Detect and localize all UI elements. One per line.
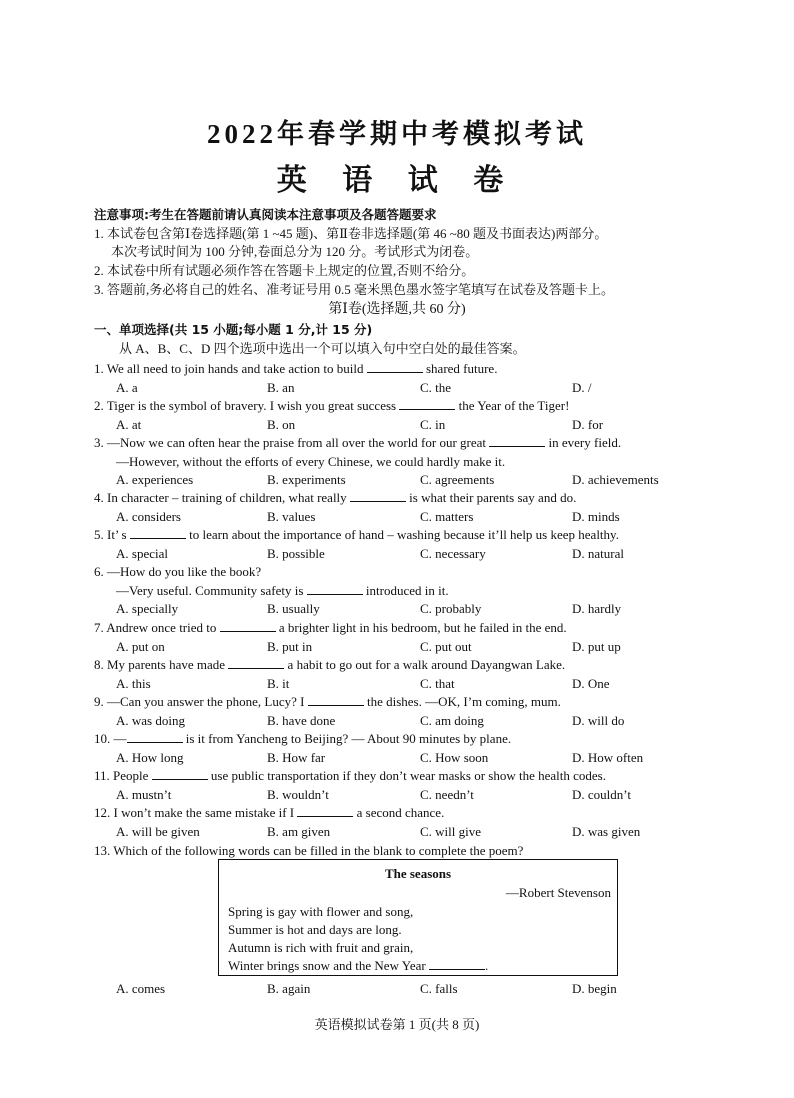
- q11-stem-b: use public transportation if they don’t wear masks or show the health codes.: [207, 768, 606, 783]
- poem-title: The seasons: [384, 866, 452, 881]
- poem-line-4: [228, 958, 488, 974]
- q13-option-a: A. comes: [116, 981, 166, 996]
- q8-stem-a: 8. My parents have made: [94, 657, 229, 672]
- q8-option-c: C. that: [420, 676, 455, 691]
- question-stem-3: [94, 435, 621, 450]
- q5-option-a: A. special: [116, 546, 168, 561]
- q4-option-a: A. considers: [116, 509, 181, 524]
- q10-stem-b: is it from Yancheng to Beijing? — About 90 minutes by plane.: [182, 731, 512, 746]
- poem-line-3: Autumn is rich with fruit and grain,: [228, 940, 414, 955]
- q1-option-b: B. an: [267, 380, 295, 395]
- notice-item-1-cont: 本次考试时间为 100 分钟,卷面总分为 120 分。考试形式为闭卷。: [111, 244, 479, 259]
- q7-option-b: B. put in: [267, 639, 313, 654]
- question-stem-5: [94, 527, 619, 542]
- q3-option-c: C. agreements: [420, 472, 495, 487]
- q7-stem-a: 7. Andrew once tried to: [94, 620, 220, 635]
- q6-stem-b: introduced in it.: [362, 583, 449, 598]
- answer-blank: [399, 398, 455, 410]
- q11-option-b: B. wouldn’t: [267, 787, 329, 802]
- question-stem-8: [94, 657, 565, 672]
- q7-option-d: D. put up: [572, 639, 621, 654]
- question-stem-7: [94, 620, 567, 635]
- question-stem-3-line2: —However, without the efforts of every Chinese, we could hardly make it.: [116, 454, 506, 469]
- answer-blank: [429, 958, 485, 970]
- q2-option-a: A. at: [116, 417, 142, 432]
- q5-option-b: B. possible: [267, 546, 325, 561]
- q10-option-b: B. How far: [267, 750, 326, 765]
- question-stem-11: [94, 768, 606, 783]
- question-stem-6: 6. —How do you like the book?: [94, 564, 262, 579]
- q12-option-c: C. will give: [420, 824, 482, 839]
- q9-stem-b: the dishes. —OK, I’m coming, mum.: [363, 694, 561, 709]
- q11-option-a: A. mustn’t: [116, 787, 172, 802]
- q10-stem-a: 10. —: [94, 731, 127, 746]
- notice-item-1: 1. 本试卷包含第Ⅰ卷选择题(第 1 ~45 题)、第Ⅱ卷非选择题(第 46 ~80 题及书面表达)两部分。: [94, 226, 608, 241]
- q13-option-d: D. begin: [572, 981, 617, 996]
- answer-blank: [367, 361, 423, 373]
- q3-stem-b: in every field.: [545, 435, 622, 450]
- q5-option-c: C. necessary: [420, 546, 486, 561]
- question-stem-10: [94, 731, 511, 746]
- q12-stem-b: a second chance.: [353, 805, 445, 820]
- q5-stem-a: 5. It’ s: [94, 527, 130, 542]
- q1-option-a: A. a: [116, 380, 138, 395]
- q9-option-d: D. will do: [572, 713, 625, 728]
- q11-option-c: C. needn’t: [420, 787, 474, 802]
- q8-option-d: D. One: [572, 676, 610, 691]
- answer-blank: [307, 583, 363, 595]
- q8-stem-b: a habit to go out for a walk around Dayangwan Lake.: [284, 657, 566, 672]
- q3-option-d: D. achievements: [572, 472, 659, 487]
- q12-option-b: B. am given: [267, 824, 331, 839]
- poem-line-1: Spring is gay with flower and song,: [228, 904, 414, 919]
- q6-option-d: D. hardly: [572, 601, 622, 616]
- q3-stem-a: 3. —Now we can often hear the praise from all over the world for our great: [94, 435, 490, 450]
- q13-option-b: B. again: [267, 981, 311, 996]
- notice-head-text: 考生在答题前请认真阅读本注意事项及各题答题要求: [149, 207, 437, 222]
- question-stem-2: [94, 398, 569, 413]
- q11-stem-a: 11. People: [94, 768, 152, 783]
- q6-option-a: A. specially: [116, 601, 179, 616]
- poem-box: [218, 859, 618, 976]
- q1-stem-b: shared future.: [422, 361, 498, 376]
- q9-option-c: C. am doing: [420, 713, 484, 728]
- q2-stem-a: 2. Tiger is the symbol of bravery. I wish you great success: [94, 398, 400, 413]
- q2-option-c: C. in: [420, 417, 446, 432]
- q5-option-d: D. natural: [572, 546, 624, 561]
- answer-blank: [228, 657, 284, 669]
- q9-option-b: B. have done: [267, 713, 336, 728]
- question-stem-6-line2: [116, 583, 449, 598]
- q5-stem-b: to learn about the importance of hand – washing because it’ll help us keep healthy.: [185, 527, 619, 542]
- answer-blank: [308, 694, 364, 706]
- q2-option-d: D. for: [572, 417, 604, 432]
- q12-stem-a: 12. I won’t make the same mistake if I: [94, 805, 298, 820]
- answer-blank: [220, 620, 276, 632]
- answer-blank: [130, 527, 186, 539]
- notice-head-label: 注意事项:: [94, 207, 149, 222]
- notice-heading: [94, 207, 437, 222]
- poem-line-4-text: Winter brings snow and the New Year: [228, 958, 429, 973]
- q7-option-c: C. put out: [420, 639, 472, 654]
- q10-option-a: A. How long: [116, 750, 184, 765]
- question-stem-9: [94, 694, 561, 709]
- q12-option-d: D. was given: [572, 824, 641, 839]
- part1-title: 第Ⅰ卷(选择题,共 60 分): [328, 302, 466, 317]
- q10-option-c: C. How soon: [420, 750, 489, 765]
- section1-title: 一、单项选择(共 15 小题;每小题 1 分,计 15 分): [94, 322, 373, 337]
- q12-option-a: A. will be given: [116, 824, 200, 839]
- q10-option-d: D. How often: [572, 750, 644, 765]
- q13-option-c: C. falls: [420, 981, 458, 996]
- exam-title: 2022年春学期中考模拟考试: [207, 119, 587, 149]
- q4-option-c: C. matters: [420, 509, 474, 524]
- q1-option-d: D. /: [572, 380, 592, 395]
- q8-option-a: A. this: [116, 676, 151, 691]
- q6-stem-a: —Very useful. Community safety is: [116, 583, 307, 598]
- notice-item-3: 3. 答题前,务必将自己的姓名、准考证号用 0.5 毫米黑色墨水签字笔填写在试卷及答题卡上。: [94, 282, 615, 297]
- answer-blank: [152, 768, 208, 780]
- q2-stem-b: the Year of the Tiger!: [455, 398, 570, 413]
- exam-subtitle: 英 语 试 卷: [276, 164, 518, 197]
- question-stem-1: [94, 361, 497, 376]
- q9-stem-a: 9. —Can you answer the phone, Lucy? I: [94, 694, 308, 709]
- poem-line-2: Summer is hot and days are long.: [228, 922, 402, 937]
- section1-instruction: 从 A、B、C、D 四个选项中选出一个可以填入句中空白处的最佳答案。: [119, 341, 526, 356]
- poem-line-4-end: .: [484, 958, 489, 973]
- q4-option-d: D. minds: [572, 509, 620, 524]
- q3-option-b: B. experiments: [267, 472, 346, 487]
- q11-option-d: D. couldn’t: [572, 787, 631, 802]
- answer-blank: [127, 731, 183, 743]
- q7-stem-b: a brighter light in his bedroom, but he failed in the end.: [275, 620, 567, 635]
- question-stem-12: [94, 805, 444, 820]
- q3-option-a: A. experiences: [116, 472, 194, 487]
- question-stem-13: 13. Which of the following words can be filled in the blank to complete the poem?: [94, 843, 524, 858]
- poem-author: —Robert Stevenson: [505, 885, 611, 900]
- q1-stem-a: 1. We all need to join hands and take action to build: [94, 361, 367, 376]
- q8-option-b: B. it: [267, 676, 290, 691]
- q9-option-a: A. was doing: [116, 713, 185, 728]
- answer-blank: [350, 490, 406, 502]
- q4-stem-a: 4. In character – training of children, what really: [94, 490, 350, 505]
- question-stem-4: [94, 490, 576, 505]
- q2-option-b: B. on: [267, 417, 296, 432]
- page-footer: 英语模拟试卷第 1 页(共 8 页): [314, 1017, 480, 1032]
- q6-option-b: B. usually: [267, 601, 320, 616]
- q4-option-b: B. values: [267, 509, 316, 524]
- q4-stem-b: is what their parents say and do.: [405, 490, 577, 505]
- q1-option-c: C. the: [420, 380, 452, 395]
- answer-blank: [489, 435, 545, 447]
- answer-blank: [297, 805, 353, 817]
- q6-option-c: C. probably: [420, 601, 482, 616]
- q7-option-a: A. put on: [116, 639, 165, 654]
- notice-item-2: 2. 本试卷中所有试题必须作答在答题卡上规定的位置,否则不给分。: [94, 263, 475, 278]
